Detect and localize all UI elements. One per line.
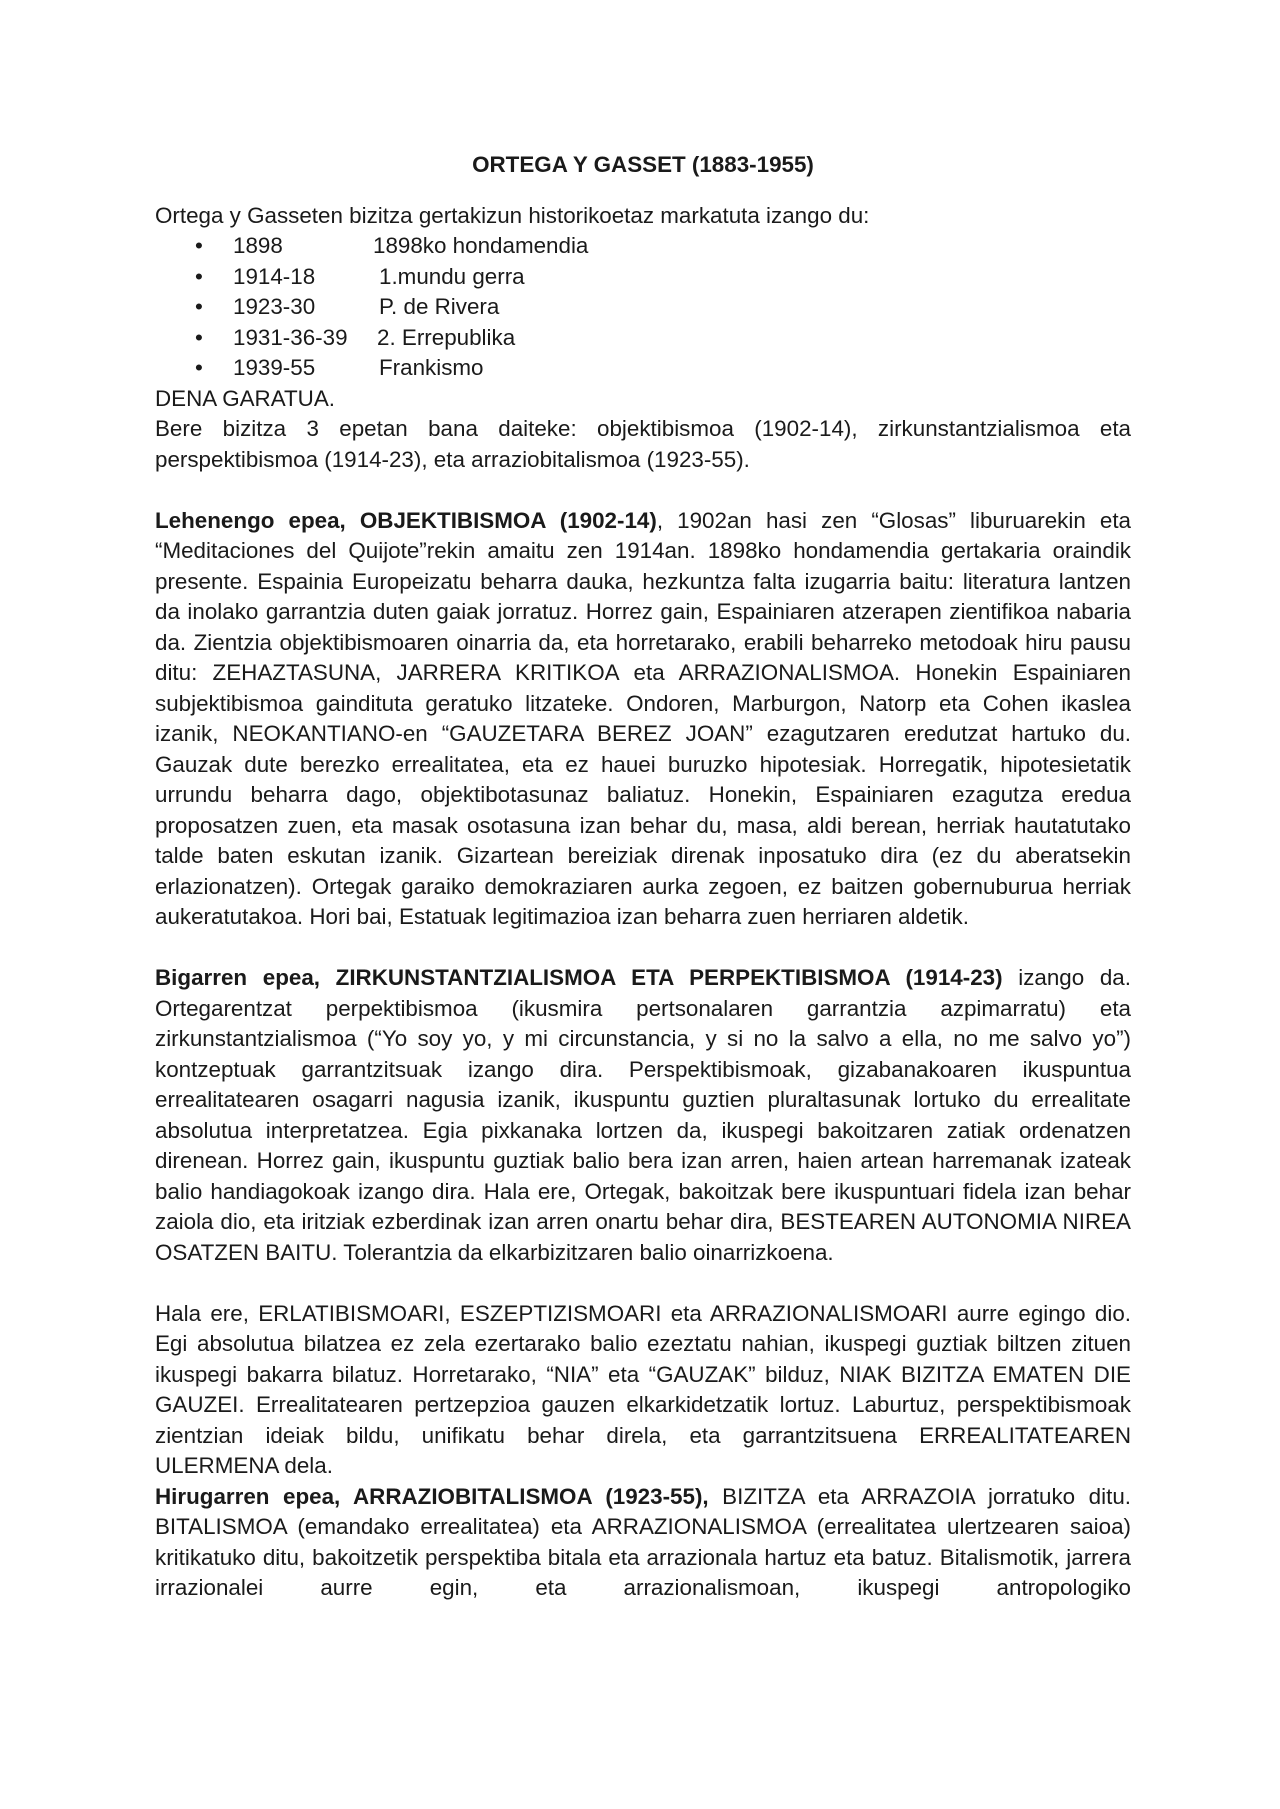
- section-heading: Lehenengo epea, OBJEKTIBISMOA (1902-14): [155, 507, 657, 533]
- section-body: BIZITZA eta ARRAZOIA jorratuko ditu. BITALISMOA (emandako errealitatea) eta ARRAZIONALISMOA (errealitatea ulertzearen saioa) kritikatuko ditu, bakoitzetik perspektiba bitala eta arrazionala hartuz eta batuz. Bitalismotik, jarrera irrazionalei aurre egin, eta arrazionalismoan, ikuspegi antropologiko: [155, 1483, 1131, 1600]
- epochs-summary: Bere bizitza 3 epetan bana daiteke: objektibismoa (1902-14), zirkunstantzialismoa eta perspektibismoa (1914-23), eta arraziobitalismoa (1923-55).: [155, 416, 1131, 472]
- timeline-item: [155, 323, 1131, 354]
- timeline-list: [155, 231, 1131, 384]
- timeline-year: 1939-55: [233, 355, 316, 380]
- bullet-icon: •: [195, 324, 203, 350]
- timeline-event: 1.mundu gerra: [379, 263, 525, 289]
- intro-line: Ortega y Gasseten bizitza gertakizun historikoetaz markatuta izango du:: [155, 202, 870, 228]
- section-body: , 1902an hasi zen “Glosas” liburuarekin eta “Meditaciones del Quijote”rekin amaitu zen 1914an. 1898ko hondamendia gertakaria oraindik presente. Espainia Europeizatu beharra dauka, hezkuntza falta izugarria baitu: literatura lantzen da inolako garrantzia duten gaiak jorratuz. Horrez gain, Espainiaren atzerapen zientifikoa nabaria da. Zientzia objektibismoaren oinarria da, eta horretarako, erabili beharreko metodoak hiru pausu ditu: ZEHAZTASUNA, JARRERA KRITIKOA eta ARRAZIONALISMOA. Honekin Espainiaren subjektibismoa gaindituta geratuko litzateke. Ondoren, Marburgon, Natorp eta Cohen ikaslea izanik, NEOKANTIANO-en “GAUZETARA BEREZ JOAN” ezagutzaren eredutzat hartuko du. Gauzak dute berezko errealitatea, eta ez hauei buruzko hipotesiak. Horregatik, hipotesietatik urrundu beharra dago, objektibotasunaz baliatuz. Honekin, Espainiaren ezagutza eredua proposatzen zuen, eta masak osotasuna izan behar du, masa, aldi berean, herriak hautatutako talde baten eskutan izanik. Gizartean bereiziak direnak inposatuko dira (ez du aberatsekin erlazionatzen). Ortegak garaiko demokraziaren aurka zegoen, ez baitzen gobernuburua herriak aukeratutakoa. Hori bai, Estatuak legitimazioa izan beharra zuen herriaren aldetik.: [155, 507, 1131, 929]
- timeline-year: 1914-18: [233, 263, 316, 289]
- section-heading: Hirugarren epea, ARRAZIOBITALISMOA (1923-55),: [155, 1483, 709, 1509]
- bullet-icon: •: [195, 233, 203, 258]
- paragraph-gap: [155, 475, 1131, 506]
- timeline-item: [155, 353, 1131, 384]
- timeline-year: 1923-30: [233, 294, 316, 319]
- document-page: [155, 150, 1131, 1604]
- timeline-year: 1931-36-39: [233, 324, 348, 350]
- paragraph-erlatibismoa: Hala ere, ERLATIBISMOARI, ESZEPTIZISMOARI eta ARRAZIONALISMOARI aurre egingo dio. Egi absolutua bilatzea ez zela ezertarako balio ezeztatu nahian, ikuspegi guztiak biltzen zituen ikuspegi bakarra bilatuz. Horretarako, “NIA” eta “GAUZAK” bilduz, NIAK BIZITZA EMATEN DIE GAUZEI. Errealitatearen pertzepzioa gauzen elkarkidetzatik lortuz. Laburtuz, perspektibismoak zientzian ideiak bildu, unifikatu behar direla, eta garrantzitsuena ERREALITATEAREN ULERMENA dela.: [155, 1300, 1131, 1478]
- timeline-item: [155, 231, 1131, 262]
- bullet-icon: •: [195, 263, 203, 289]
- timeline-year: 1898: [233, 233, 283, 258]
- section-body: izango da. Ortegarentzat perpektibismoa (ikusmira pertsonalaren garrantzia azpimarratu) eta zirkunstantzialismoa (“Yo soy yo, y mi circunstancia, y si no la salvo a ella, no me salvo yo”) kontzeptuak garrantzitsuak izango dira. Perspektibismoak, gizabanakoaren ikuspuntua errealitatearen osagarri nagusia izanik, ikuspuntu guztien pluraltasunak lortuko du errealitate absolutua interpretatzea. Egia pixkanaka lortzen da, ikuspegi bakoitzaren zatiak ordenatzen direnean. Horrez gain, ikuspuntu guztiak balio bera izan arren, haien artean harremanak izateak balio handiagokoak izango dira. Hala ere, Ortegak, bakoitzak bere ikuspuntuari fidela izan behar zaiola dio, eta iritziak ezberdinak izan arren onartu behar dira, BESTEAREN AUTONOMIA NIREA OSATZEN BAITU. Tolerantzia da elkarbizitzaren balio oinarrizkoena.: [155, 965, 1131, 1265]
- dena-garatua-line: DENA GARATUA.: [155, 385, 335, 411]
- section-arraziobitalismoa: [155, 1482, 1131, 1604]
- timeline-event: 2. Errepublika: [377, 324, 516, 350]
- section-objektibismoa: [155, 506, 1131, 933]
- timeline-item: [155, 262, 1131, 293]
- paragraph-gap: [155, 933, 1131, 964]
- timeline-event: P. de Rivera: [379, 294, 500, 319]
- timeline-event: 1898ko hondamendia: [373, 233, 589, 258]
- bullet-icon: •: [195, 294, 203, 319]
- section-zirkunstantzialismoa: [155, 963, 1131, 1268]
- timeline-event: Frankismo: [379, 355, 484, 380]
- document-title: ORTEGA Y GASSET (1883-1955): [472, 152, 814, 177]
- paragraph-gap: [155, 1268, 1131, 1299]
- timeline-item: [155, 292, 1131, 323]
- section-heading: Bigarren epea, ZIRKUNSTANTZIALISMOA ETA PERPEKTIBISMOA (1914-23): [155, 965, 1003, 990]
- bullet-icon: •: [195, 355, 203, 380]
